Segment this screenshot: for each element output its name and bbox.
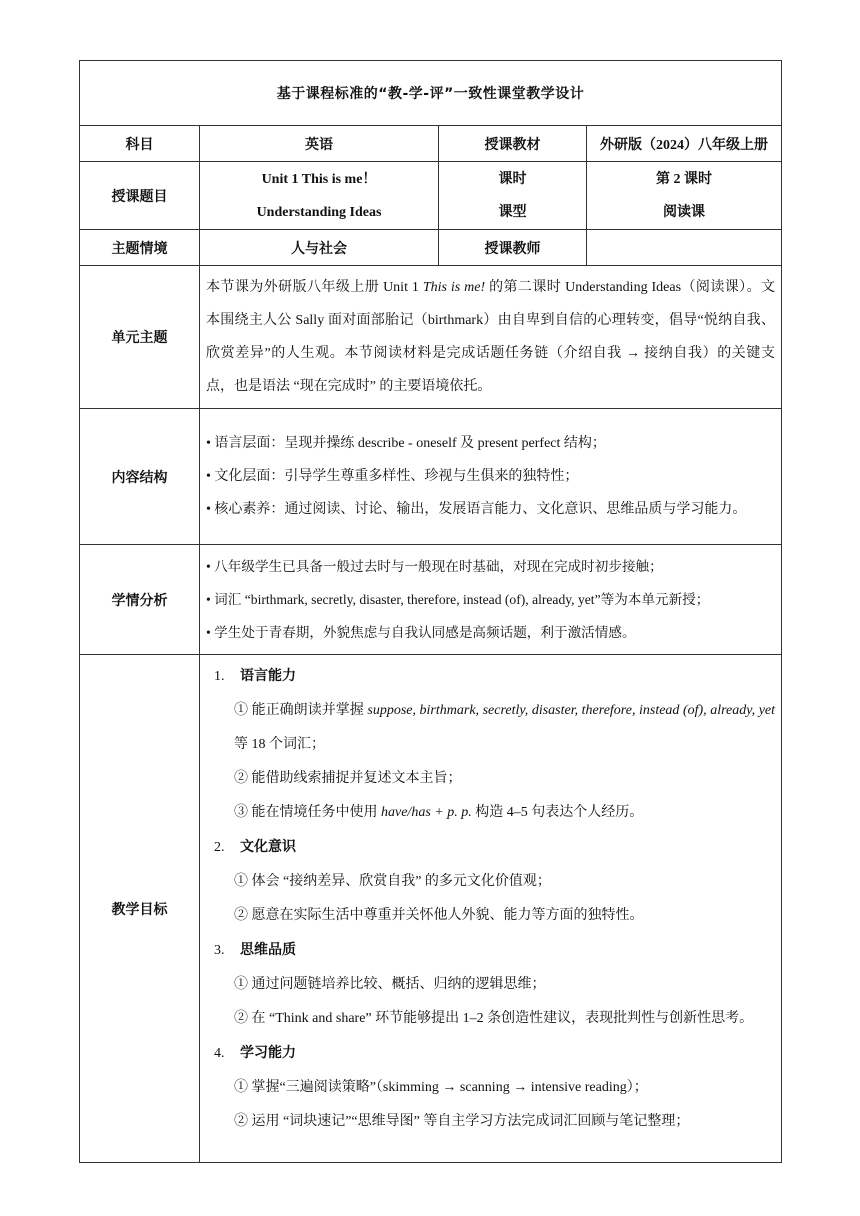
type-label: 课型	[498, 204, 527, 220]
topic-value	[200, 162, 439, 230]
objective-heading-learning: 4. 学习能力	[214, 1045, 296, 1061]
learner-analysis-list	[200, 545, 782, 655]
topic-line-1: Unit 1 This is me！	[261, 171, 377, 187]
objective-item: ③ 能在情境任务中使用 have/has + p. p. 构造 4–5 句表达个人经历。	[234, 805, 644, 820]
period-type-labels	[439, 162, 587, 230]
period-type-values	[587, 162, 782, 230]
objectives-content	[200, 655, 782, 1163]
objective-item: ② 愿意在实际生活中尊重并关怀他人外貌、能力等方面的独特性。	[234, 908, 644, 923]
objectives-label: 教学目标	[80, 655, 200, 1163]
content-structure-item: • 核心素养：通过阅读、讨论、输出，发展语言能力、文化意识、思维品质与学习能力。	[206, 502, 747, 517]
textbook-label: 授课教材	[439, 126, 587, 162]
teacher-label: 授课教师	[439, 230, 587, 266]
unit-theme-part-2: 的第二课时 Understanding Ideas（阅读课）。文本围绕主人公 Sally 面对面部胎记（birthmark）由自卑到自信的心理转变，倡导“悦纳自我、欣赏差异”的人生观。本节阅读材料是完成话题任务链（介绍自我 → 接纳自我）的关键支点，也是语法 “现在完成时” 的主要语境依托。	[206, 280, 776, 394]
objective-item: ① 体会 “接纳差异、欣赏自我” 的多元文化价值观；	[234, 874, 551, 889]
unit-theme-part-1: 本节课为外研版八年级上册 Unit 1	[206, 280, 423, 295]
subject-value: 英语	[200, 126, 439, 162]
learner-analysis-label: 学情分析	[80, 545, 200, 655]
theme-value: 人与社会	[200, 230, 439, 266]
unit-theme-text	[200, 266, 782, 409]
objective-item: ② 运用 “词块速记”“思维导图” 等自主学习方法完成词汇回顾与笔记整理；	[234, 1114, 690, 1129]
period-value: 第 2 课时	[656, 171, 713, 187]
content-structure-item: • 语言层面：呈现并操练 describe - oneself 及 present perfect 结构；	[206, 436, 606, 451]
objective-item: ① 掌握“三遍阅读策略”（skimming → scanning → intensive reading）；	[234, 1080, 648, 1095]
objective-item: ② 在 “Think and share” 环节能够提出 1–2 条创造性建议，表现批判性与创新性思考。	[234, 1011, 754, 1026]
topic-label: 授课题目	[80, 162, 200, 230]
textbook-value: 外研版（2024）八年级上册	[587, 126, 782, 162]
content-structure-label: 内容结构	[80, 409, 200, 545]
objective-heading-language: 1. 语言能力	[214, 668, 296, 684]
objective-item: ① 通过问题链培养比较、概括、归纳的逻辑思维；	[234, 977, 546, 992]
content-structure-item: • 文化层面：引导学生尊重多样性、珍视与生俱来的独特性；	[206, 469, 579, 484]
objective-item: ② 能借助线索捕捉并复述文本主旨；	[234, 771, 462, 786]
objective-item: ① 能正确朗读并掌握 suppose, birthmark, secretly, disaster, therefore, instead (of), already, yet 等 18 个词汇；	[234, 703, 776, 752]
topic-line-2: Understanding Ideas	[256, 204, 382, 220]
content-structure-list	[200, 409, 782, 545]
learner-analysis-item: • 学生处于青春期，外貌焦虑与自我认同感是高频话题，利于激活情感。	[206, 625, 636, 640]
theme-label: 主题情境	[80, 230, 200, 266]
period-label: 课时	[498, 171, 527, 187]
learner-analysis-item: • 词汇 “birthmark, secretly, disaster, therefore, instead (of), already, yet”等为本单元新授；	[206, 592, 710, 607]
subject-label: 科目	[80, 126, 200, 162]
unit-theme-book-title: This is me!	[422, 280, 486, 295]
objective-heading-thinking: 3. 思维品质	[214, 942, 296, 958]
learner-analysis-item: • 八年级学生已具备一般过去时与一般现在时基础，对现在完成时初步接触；	[206, 559, 663, 574]
teacher-value	[587, 230, 782, 266]
document-title: 基于课程标准的“教-学-评”一致性课堂教学设计	[80, 61, 782, 126]
objective-heading-culture: 2. 文化意识	[214, 839, 296, 855]
unit-theme-label: 单元主题	[80, 266, 200, 409]
lesson-design-table	[79, 60, 782, 1163]
type-value: 阅读课	[663, 204, 706, 220]
